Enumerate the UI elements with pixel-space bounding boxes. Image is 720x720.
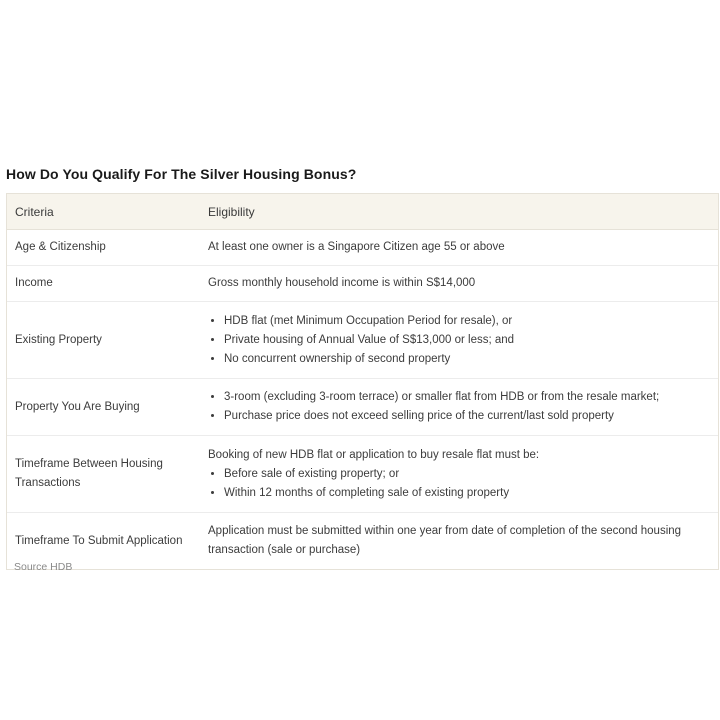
bullet-list (208, 465, 710, 503)
bullet-item: • Within 12 months of completing sale of existing property (224, 484, 710, 503)
bullet-list (208, 388, 710, 426)
table-header-row (7, 194, 718, 230)
eligibility-cell (200, 436, 718, 513)
criteria-cell: Property You Are Buying (7, 379, 200, 436)
table-row (7, 230, 718, 266)
eligibility-table (6, 193, 719, 570)
eligibility-header: Eligibility (200, 194, 718, 230)
bullet-item: • Private housing of Annual Value of S$13,000 or less; and (224, 331, 710, 350)
source-caption: Source HDB (14, 561, 73, 573)
criteria-header: Criteria (7, 194, 200, 230)
bullet-item: • Before sale of existing property; or (224, 465, 710, 484)
bullet-item: • Purchase price does not exceed selling price of the current/last sold property (224, 407, 710, 426)
eligibility-intro: Booking of new HDB flat or application to buy resale flat must be: (208, 448, 540, 461)
eligibility-cell: At least one owner is a Singapore Citizen age 55 or above (200, 230, 718, 266)
bullet-item: • HDB flat (met Minimum Occupation Period for resale), or (224, 312, 710, 331)
eligibility-cell: Application must be submitted within one year from date of completion of the second housing transaction (sale or purchase) (200, 513, 718, 570)
table-row (7, 513, 718, 570)
table-row (7, 302, 718, 379)
criteria-cell: Timeframe To Submit Application (7, 513, 200, 570)
criteria-cell: Timeframe Between Housing Transactions (7, 436, 200, 513)
criteria-cell: Age & Citizenship (7, 230, 200, 266)
eligibility-cell (200, 302, 718, 379)
table-row (7, 266, 718, 302)
eligibility-cell (200, 379, 718, 436)
eligibility-cell: Gross monthly household income is within S$14,000 (200, 266, 718, 302)
criteria-cell: Income (7, 266, 200, 302)
criteria-cell: Existing Property (7, 302, 200, 379)
bullet-item: • No concurrent ownership of second property (224, 350, 710, 369)
table-row (7, 436, 718, 513)
bullet-item: • 3-room (excluding 3-room terrace) or smaller flat from HDB or from the resale market; (224, 388, 710, 407)
page-title: How Do You Qualify For The Silver Housing Bonus? (6, 166, 357, 182)
bullet-list (208, 312, 710, 369)
table-row (7, 379, 718, 436)
